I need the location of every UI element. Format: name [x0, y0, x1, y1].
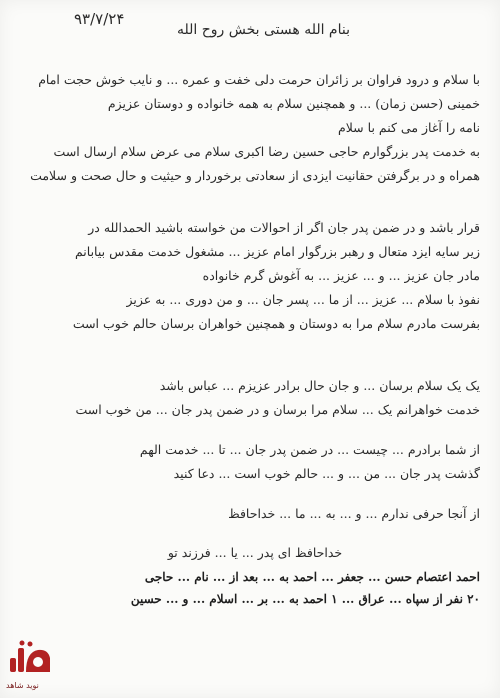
body-line: خدمت خواهرانم یک ... سلام مرا برسان و در ضمن پدر جان ... من خوب است [75, 402, 480, 417]
body-line: مادر جان عزیز ... و ... عزیز ... به آغوش گرم خانواده [202, 268, 480, 283]
body-line: با سلام و درود فراوان بر زائران حرمت دلی خفت و عمره ... و نایب خوش حجت امام [38, 72, 480, 87]
body-line: نفوذ با سلام ... عزیز ... از ما ... پسر جان ... و من دوری ... به عزیز [126, 292, 480, 307]
letter-date: ۹۳/۷/۲۴ [74, 10, 125, 28]
site-logo [6, 638, 64, 690]
letter-body [26, 68, 480, 526]
body-line: زیر سایه ایزد متعال و رهبر بزرگوار امام عزیز ... مشغول خدمت مقدس بیابانم [74, 244, 480, 259]
body-line: به خدمت پدر بزرگوارم حاجی حسین رضا اکبری سلام می عرض سلام ارسال است [53, 144, 480, 159]
logo-caption: نوید شاهد [6, 681, 39, 690]
body-line: بفرست مادرم سلام مرا به دوستان و همچنین خواهران برسان حالم خوب است [72, 316, 480, 331]
letter-signoff: خداحافظ ای پدر ... یا ... فرزند تو [167, 545, 343, 560]
body-line: خمینی (حسن زمان) ... و همچنین سلام به همه خانواده و دوستان عزیزم [107, 96, 480, 111]
body-line: از شما برادرم ... چیست ... در ضمن پدر جان ... تا ... خدمت الهم [139, 442, 480, 457]
body-line: از آنجا حرفی ندارم ... و ... به ... ما ... خداحافظ [228, 506, 480, 521]
body-line: گذشت پدر جان ... من ... و ... حالم خوب است ... دعا کنید [173, 466, 480, 481]
body-line: نامه را آغاز می کنم با سلام [337, 120, 480, 135]
body-line: همراه و در برگرفتن حقانیت ایزدی از سعادتی برخوردار و حیثیت و حال صحت و سلامت [30, 168, 480, 183]
letter-footer [46, 566, 480, 610]
logo-icon [8, 638, 54, 676]
letter-heading: بنام الله هستی بخش روح الله [176, 22, 350, 38]
body-line: قرار باشد و در ضمن پدر جان اگر از احوالات من خواسته باشید الحمدالله در [88, 220, 480, 235]
footer-line: ۲۰ نفر از سپاه ... عراق ... ۱ احمد به ... بر ... اسلام ... و ... حسین [130, 592, 480, 606]
footer-line: احمد اعتصام حسن ... جعفر ... احمد به ... بعد از ... نام ... حاجی [144, 570, 480, 584]
body-line: یک یک سلام برسان ... و جان حال برادر عزیزم ... عباس باشد [159, 378, 480, 393]
